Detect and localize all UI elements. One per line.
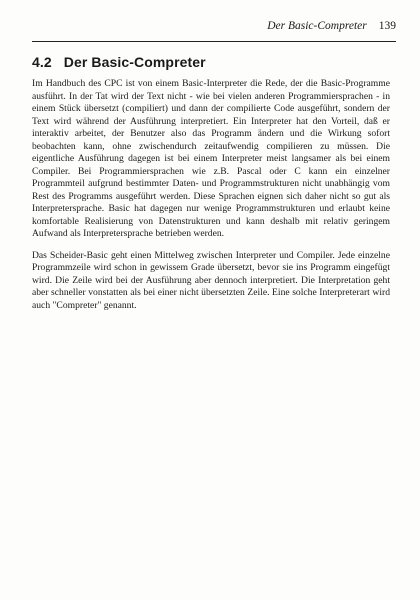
page-number: 139 [378,20,396,32]
section-number: 4.2 [32,54,52,70]
running-title: Der Basic-Compreter [267,20,367,32]
section-heading [32,54,206,70]
paragraph-1: Im Handbuch des CPC ist von einem Basic-Interpreter die Rede, der die Basic-Programme ausführt. In der Tat wird der Text nicht - wie bei vielen anderen Programmiersprachen - in einem Stück übersetzt (compiliert) und dann der compilierte Code ausgeführt, sondern der Text wird während der Ausführung interpretiert. Ein Interpreter hat den Vorteil, daß er interaktiv arbeitet, der Benutzer also das Programm ändern und die Wirkung sofort beobachten kann, ohne zwischendurch zeitaufwendig compilieren zu müssen. Die eigentliche Ausführung dagegen ist bei einem Interpreter meist langsamer als bei einem Compiler. Bei Programmiersprachen wie z.B. Pascal oder C kann ein einzelner Programmteil aufgrund bestimmter Daten- und Programmstrukturen nicht unabhängig vom Rest des Programms ausgeführt werden. Diese Sprachen eignen sich daher nicht so gut als Interpretersprache. Basic hat dagegen nur wenige Programmstrukturen und erlaubt keine komfortable Realisierung von Datenstrukturen und kann deshalb mit relativ geringem Aufwand als Interpretersprache betrieben werden. [32,78,390,239]
body-text [32,78,390,321]
paragraph-2: Das Scheider-Basic geht einen Mittelweg zwischen Interpreter und Compiler. Jede einzelne Programmzeile wird schon in gewissem Grade übersetzt, bevor sie ins Programm eingefügt wird. Die Zeile wird bei der Ausführung aber dennoch interpretiert. Die Interpretation geht aber schneller vonstatten als bei einer nicht übersetzten Zeile. Eine solche Interpreterart wird auch "Compreter" genannt. [32,249,390,311]
section-title: Der Basic-Compreter [63,54,206,70]
running-header [32,20,396,42]
